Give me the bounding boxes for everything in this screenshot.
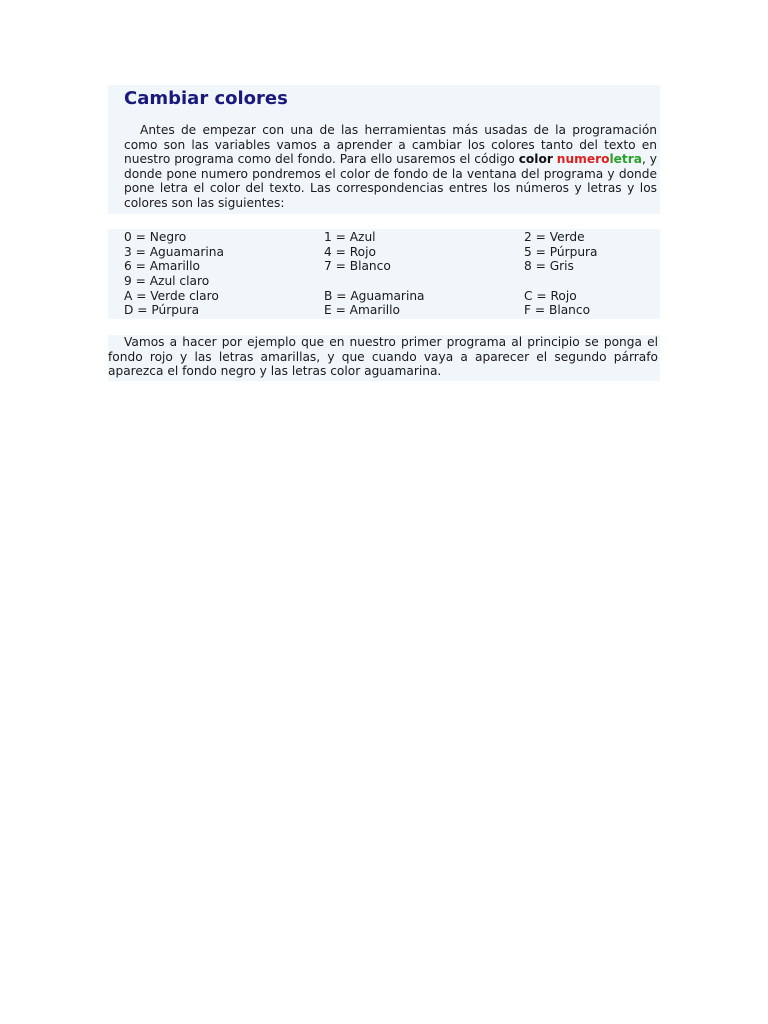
table-cell: B = Aguamarina — [324, 288, 425, 303]
table-row — [108, 245, 660, 260]
keyword-numero: numero — [556, 152, 610, 167]
keyword-color: color — [518, 152, 553, 167]
table-row — [108, 259, 660, 274]
table-row — [108, 303, 660, 318]
table-cell: 2 = Verde — [524, 230, 585, 244]
table-cell: C = Rojo — [524, 288, 577, 303]
example-section — [108, 335, 660, 381]
table-cell: 1 = Azul — [324, 230, 376, 244]
table-cell — [308, 274, 508, 289]
table-cell: A = Verde claro — [124, 288, 219, 303]
table-cell: 7 = Blanco — [324, 259, 391, 274]
table-cell: 0 = Negro — [124, 230, 187, 244]
intro-text-before: Antes de empezar con una de las herramientas más usadas de la programación como son las variables vamos a aprender a cambiar los colores tanto del texto en nuestro programa como del fondo. Para ello usaremos el código — [124, 123, 657, 167]
color-code-table — [108, 229, 660, 319]
table-cell: 3 = Aguamarina — [124, 244, 224, 259]
table-cell — [508, 274, 660, 289]
table-row — [108, 274, 660, 289]
intro-section — [108, 85, 660, 214]
table-cell: E = Amarillo — [324, 303, 400, 318]
intro-text-after: , y donde pone numero pondremos el color de fondo de la ventana del programa y donde pone letra el color del texto. Las correspondencias entres los números y letras y los colores son las siguientes: — [124, 152, 658, 210]
table-cell: F = Blanco — [524, 303, 591, 318]
table-cell: D = Púrpura — [124, 303, 200, 318]
table-cell: 5 = Púrpura — [524, 244, 598, 259]
table-row — [108, 289, 660, 304]
table-cell: 9 = Azul claro — [124, 274, 210, 289]
table-row — [108, 230, 660, 245]
example-paragraph — [108, 335, 658, 379]
keyword-letra: letra — [609, 152, 642, 167]
table-cell: 6 = Amarillo — [124, 259, 201, 274]
table-cell: 4 = Rojo — [324, 244, 376, 259]
page-title: Cambiar colores — [124, 88, 288, 109]
example-text: Vamos a hacer por ejemplo que en nuestro primer programa al principio se ponga el fondo rojo y las letras amarillas, y que cuando vaya a aparecer el segundo párrafo aparezca el fondo negro y las letras color aguamarina. — [108, 335, 658, 379]
intro-paragraph — [124, 123, 657, 211]
table-cell: 8 = Gris — [524, 259, 574, 274]
